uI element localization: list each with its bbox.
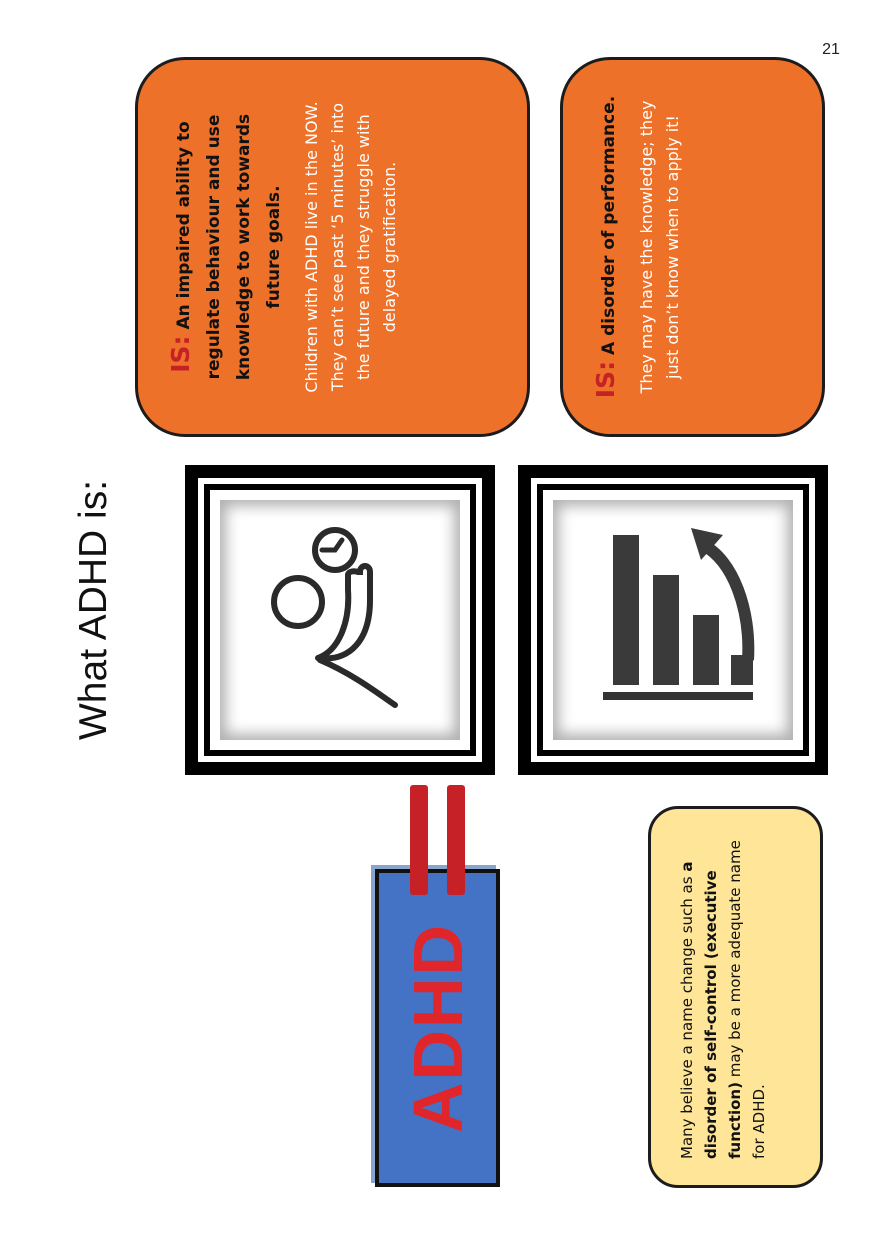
card-1-body: Children with ADHD live in the NOW. They can’t see past ‘5 minutes’ into the future and they struggle with delayed gratification. [302, 101, 399, 393]
is-label: IS: [591, 360, 620, 399]
note-box [648, 806, 823, 1188]
icon-frame-2 [518, 465, 828, 775]
bar-chart-arrow-icon [573, 520, 773, 720]
card-1-heading-text: An impaired ability to regulate behaviour and use knowledge to work towards future goals. [174, 113, 284, 381]
card-2-heading-text: A disorder of performance. [599, 95, 619, 355]
page-title: What ADHD is: [72, 479, 115, 740]
note-text-2: may be a more adequate name for ADHD. [726, 840, 768, 1159]
definition-card-2 [560, 57, 825, 437]
is-label: IS: [166, 335, 195, 373]
card-2-body: They may have the knowledge; they just don’t know when to apply it! [637, 100, 682, 394]
card-1-heading [166, 88, 289, 406]
note-bold-text: a disorder of self-control (executive function) [678, 861, 744, 1159]
icon-frame-1 [185, 465, 495, 775]
equals-icon [400, 785, 475, 895]
adhd-label: ADHD [375, 869, 500, 1187]
person-clock-icon [240, 520, 440, 720]
note-text-1: Many believe a name change such as [678, 871, 696, 1159]
card-2-heading [591, 92, 624, 402]
page-number: 21 [822, 41, 840, 58]
definition-card-1 [135, 57, 530, 437]
